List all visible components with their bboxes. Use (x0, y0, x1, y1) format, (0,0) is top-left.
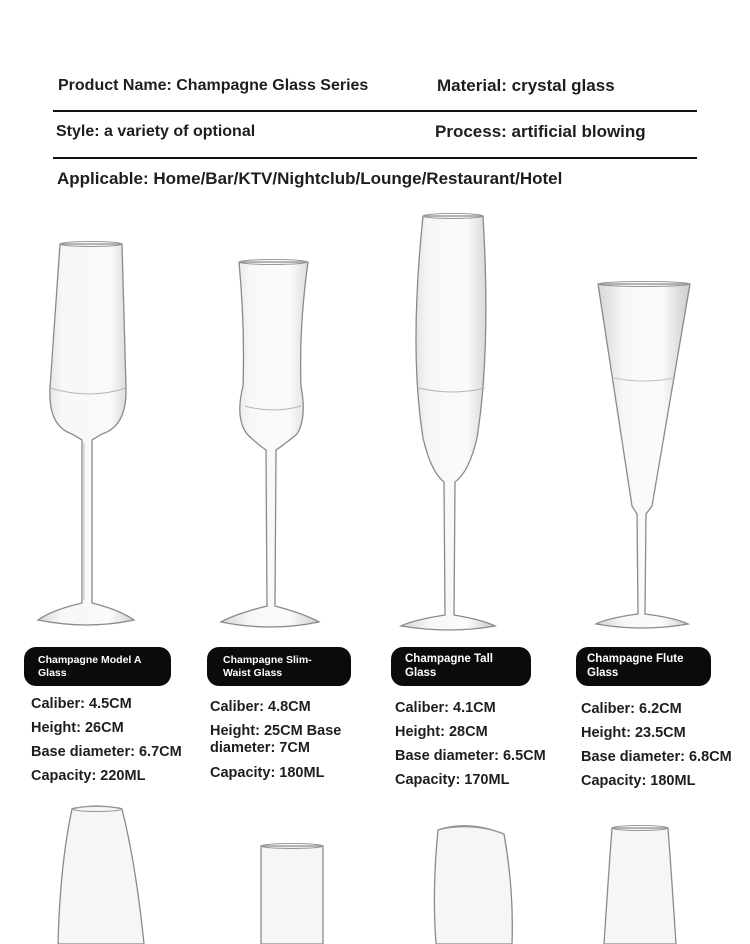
bottom-glass-3-image (428, 820, 518, 944)
caliber: Caliber: 6.2CM (581, 701, 682, 717)
label-champagne-flute: Champagne Flute Glass (576, 647, 711, 686)
divider-1 (53, 110, 697, 112)
bottom-glass-2-image (255, 842, 330, 944)
capacity: Capacity: 170ML (395, 772, 510, 788)
height: Height: 26CM (31, 720, 124, 736)
capacity: Capacity: 220ML (31, 768, 146, 784)
caliber: Caliber: 4.8CM (210, 699, 311, 715)
bottom-glass-1-image (50, 805, 150, 944)
base-diameter: Base diameter: 6.7CM (31, 744, 182, 760)
spec-product-name: Product Name: Champagne Glass Series (58, 77, 369, 94)
props-champagne-model-a (31, 692, 182, 788)
champagne-model-a-glass-image (30, 238, 145, 633)
bottom-glass-4-image (598, 822, 683, 944)
capacity: Capacity: 180ML (581, 773, 696, 789)
label-champagne-slim-waist: Champagne Slim-Waist Glass (207, 647, 351, 686)
champagne-flute-glass-image (588, 278, 698, 633)
props-champagne-tall (395, 696, 546, 792)
height: Height: 28CM (395, 724, 488, 740)
caliber: Caliber: 4.5CM (31, 696, 132, 712)
label-champagne-tall: Champagne Tall Glass (391, 647, 531, 686)
base-diameter: Base diameter: 6.8CM (581, 749, 732, 765)
caliber: Caliber: 4.1CM (395, 700, 496, 716)
divider-2 (53, 157, 697, 159)
champagne-tall-glass-image (395, 210, 505, 635)
height: Height: 23.5CM (581, 725, 686, 741)
spec-style: Style: a variety of optional (56, 123, 256, 140)
spec-applicable: Applicable: Home/Bar/KTV/Nightclub/Lounge/Restaurant/Hotel (57, 169, 563, 188)
base-diameter: Base diameter: 6.5CM (395, 748, 546, 764)
props-champagne-flute (581, 697, 732, 793)
spec-process: Process: artificial blowing (435, 122, 646, 141)
champagne-slim-waist-glass-image (213, 256, 328, 633)
height-base-diameter: Height: 25CM Base diameter: 7CM (210, 723, 342, 756)
label-champagne-model-a: Champagne Model A Glass (24, 647, 171, 686)
capacity: Capacity: 180ML (210, 765, 325, 781)
spec-material: Material: crystal glass (437, 76, 615, 95)
props-champagne-slim-waist (210, 695, 355, 785)
